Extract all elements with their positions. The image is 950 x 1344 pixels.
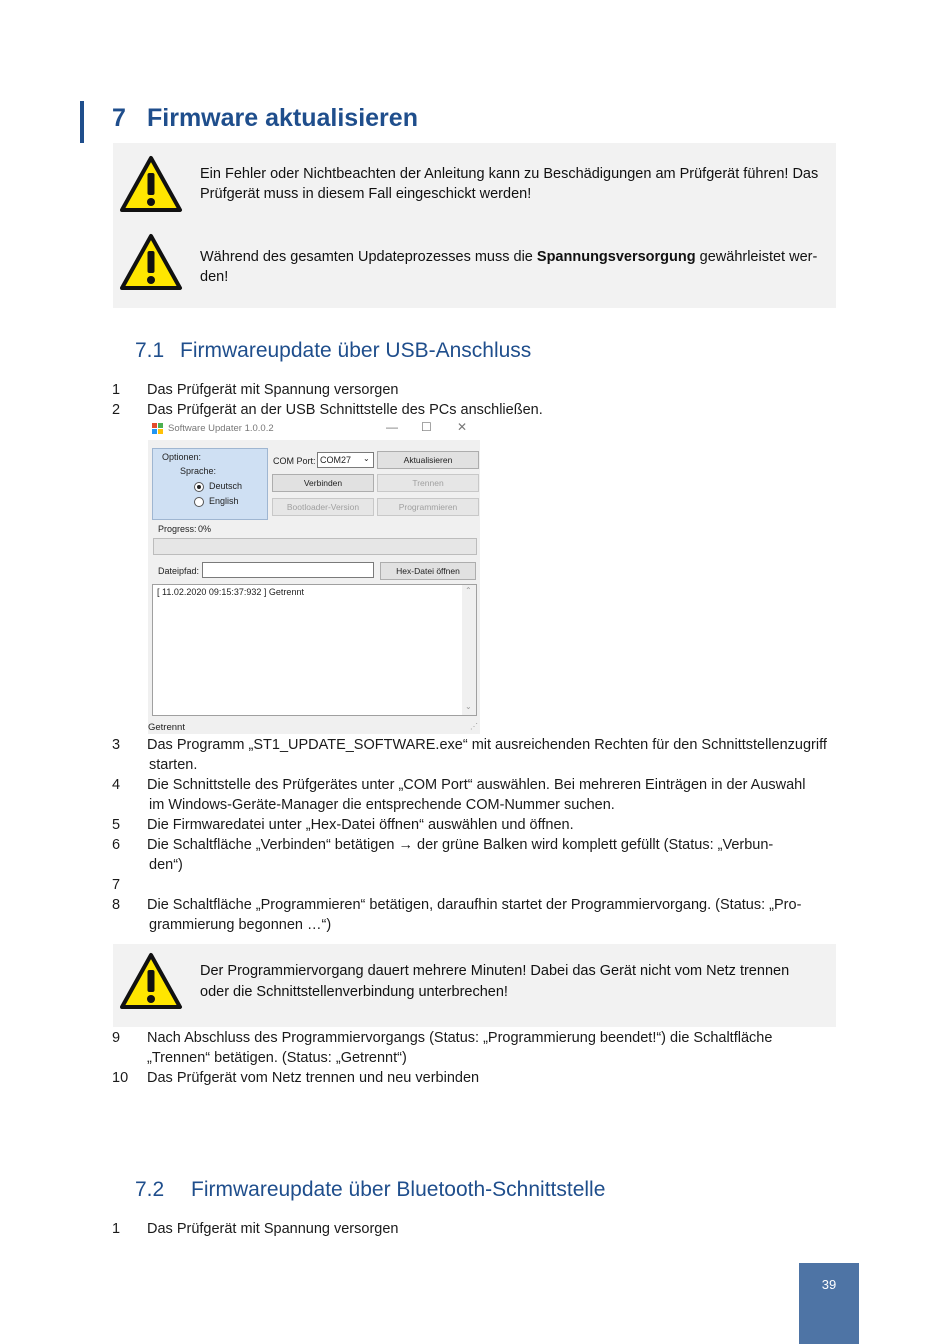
warning-text-bold: Spannungsversorgung bbox=[536, 249, 696, 265]
warning-text-line: oder die Schnittstellenverbindung unterbrechen! bbox=[200, 984, 508, 1000]
chapter-title: Firmware aktualisieren bbox=[147, 104, 418, 132]
step-text: Das Prüfgerät vom Netz trennen und neu verbinden bbox=[147, 1070, 480, 1086]
options-label: Optionen: bbox=[162, 452, 202, 462]
warning-item bbox=[113, 149, 836, 215]
bootloader-version-button[interactable]: Bootloader-Version bbox=[272, 498, 374, 516]
app-icon bbox=[152, 423, 163, 434]
radio-english[interactable] bbox=[194, 497, 204, 507]
log-area[interactable] bbox=[152, 584, 477, 716]
program-button[interactable]: Programmieren bbox=[377, 498, 479, 516]
status-bar-text: Getrennt bbox=[148, 722, 185, 733]
step-number: 1 bbox=[112, 1221, 121, 1237]
com-port-value: COM27 bbox=[320, 455, 352, 465]
progress-value: 0% bbox=[198, 524, 212, 534]
step-text: „Trennen“ betätigen. (Status: „Getrennt“) bbox=[147, 1050, 407, 1066]
step-text: Die Firmwaredatei unter „Hex-Datei öffnen“ auswählen und öffnen. bbox=[147, 817, 574, 833]
warning-triangle-icon bbox=[119, 233, 183, 291]
minimize-icon[interactable]: — bbox=[386, 420, 398, 434]
warning-text-part: Während des gesamten Updateprozesses muss die bbox=[200, 249, 537, 265]
step-text: im Windows-Geräte-Manager die entsprechende COM-Nummer suchen. bbox=[149, 797, 615, 813]
step-text: Die Schaltfläche „Verbinden“ betätigen → der grüne Balken wird komplett gefüllt (Status: „Verbun- bbox=[147, 837, 774, 853]
disconnect-button[interactable]: Trennen bbox=[377, 474, 479, 492]
close-icon[interactable]: ✕ bbox=[457, 420, 468, 434]
step-text: grammierung begonnen …“) bbox=[149, 917, 332, 933]
software-updater-window bbox=[148, 418, 480, 734]
step-text: Das Prüfgerät mit Spannung versorgen bbox=[147, 1221, 399, 1237]
section-heading-7-2 bbox=[135, 1178, 605, 1202]
warning-triangle-icon bbox=[119, 155, 183, 213]
scroll-up-icon[interactable]: ⌃ bbox=[465, 586, 472, 595]
warning-triangle-icon bbox=[119, 952, 183, 1010]
step-text: Das Prüfgerät an der USB Schnittstelle des PCs anschließen. bbox=[147, 402, 543, 418]
progress-bar bbox=[153, 538, 477, 555]
warning-text: Ein Fehler oder Nichtbeachten der Anleitung kann zu Beschädigungen am Prüfgerät führen! Das Prüfgerät muss in diesem Fall eingeschickt werden! bbox=[200, 166, 819, 202]
window-titlebar bbox=[148, 418, 480, 440]
step-number: 6 bbox=[112, 837, 121, 853]
step-text: Das Programm „ST1_UPDATE_SOFTWARE.exe“ mit ausreichenden Rechten für den Schnittstellenzugriff bbox=[147, 737, 827, 753]
step-number: 1 bbox=[112, 382, 121, 398]
update-button[interactable]: Aktualisieren bbox=[377, 451, 479, 469]
step-number: 9 bbox=[112, 1030, 121, 1046]
resize-grip-icon[interactable]: ⋰ bbox=[470, 722, 478, 731]
step-number: 4 bbox=[112, 777, 121, 793]
chevron-down-icon: ⌄ bbox=[363, 454, 370, 463]
filepath-input[interactable] bbox=[202, 562, 374, 578]
step-text: den“) bbox=[149, 857, 183, 873]
step-number: 7 bbox=[112, 877, 121, 893]
section-title: Firmwareupdate über Bluetooth-Schnittstelle bbox=[191, 1178, 606, 1201]
radio-deutsch[interactable] bbox=[194, 482, 204, 492]
maximize-icon[interactable]: ☐ bbox=[421, 420, 432, 434]
step-number: 3 bbox=[112, 737, 121, 753]
chapter-heading bbox=[112, 104, 418, 133]
options-group bbox=[152, 448, 268, 520]
section-number: 7.2 bbox=[135, 1178, 165, 1201]
radio-english-label[interactable]: English bbox=[209, 496, 239, 506]
page-number: 39 bbox=[799, 1263, 859, 1344]
step-text: Nach Abschluss des Programmiervorgangs (Status: „Programmierung beendet!“) die Schaltfläche bbox=[147, 1030, 773, 1046]
warning-item bbox=[113, 233, 836, 299]
warning-box-top bbox=[113, 143, 836, 308]
step-text: Die Schaltfläche „Programmieren“ betätigen, daraufhin startet der Programmiervorgang. (Status: „Pro- bbox=[147, 897, 802, 913]
log-line: [ 11.02.2020 09:15:37:932 ] Getrennt bbox=[157, 587, 304, 597]
connect-button[interactable]: Verbinden bbox=[272, 474, 374, 492]
warning-box-middle bbox=[113, 944, 836, 1027]
progress-label: Progress: bbox=[158, 524, 197, 534]
section-number: 7.1 bbox=[135, 339, 165, 362]
step-number: 10 bbox=[112, 1070, 129, 1086]
scroll-down-icon[interactable]: ⌄ bbox=[465, 702, 472, 711]
log-scrollbar[interactable] bbox=[462, 585, 476, 715]
open-hex-file-button[interactable]: Hex-Datei öffnen bbox=[380, 562, 476, 580]
warning-text bbox=[200, 247, 830, 287]
heading-accent-bar bbox=[80, 101, 84, 143]
step-text: starten. bbox=[149, 757, 198, 773]
step-text: Die Schnittstelle des Prüfgerätes unter „COM Port“ auswählen. Bei mehreren Einträgen in der Auswahl bbox=[147, 777, 806, 793]
step-number: 8 bbox=[112, 897, 121, 913]
warning-text bbox=[200, 961, 830, 1002]
step-number: 2 bbox=[112, 402, 121, 418]
warning-text-part: gewährleistet wer- den! bbox=[200, 249, 818, 285]
warning-text-line: Der Programmiervorgang dauert mehrere Minuten! Dabei das Gerät nicht vom Netz trennen bbox=[200, 963, 790, 979]
chapter-number: 7 bbox=[112, 104, 126, 132]
com-port-label: COM Port: bbox=[273, 456, 316, 466]
window-title: Software Updater 1.0.0.2 bbox=[168, 423, 274, 434]
step-text: Das Prüfgerät mit Spannung versorgen bbox=[147, 382, 399, 398]
filepath-label: Dateipfad: bbox=[158, 566, 200, 576]
language-label: Sprache: bbox=[180, 466, 217, 476]
com-port-select[interactable] bbox=[317, 452, 374, 468]
section-title: Firmwareupdate über USB-Anschluss bbox=[180, 339, 532, 362]
step-number: 5 bbox=[112, 817, 121, 833]
section-heading-7-1 bbox=[135, 339, 531, 363]
radio-deutsch-label[interactable]: Deutsch bbox=[209, 481, 243, 491]
